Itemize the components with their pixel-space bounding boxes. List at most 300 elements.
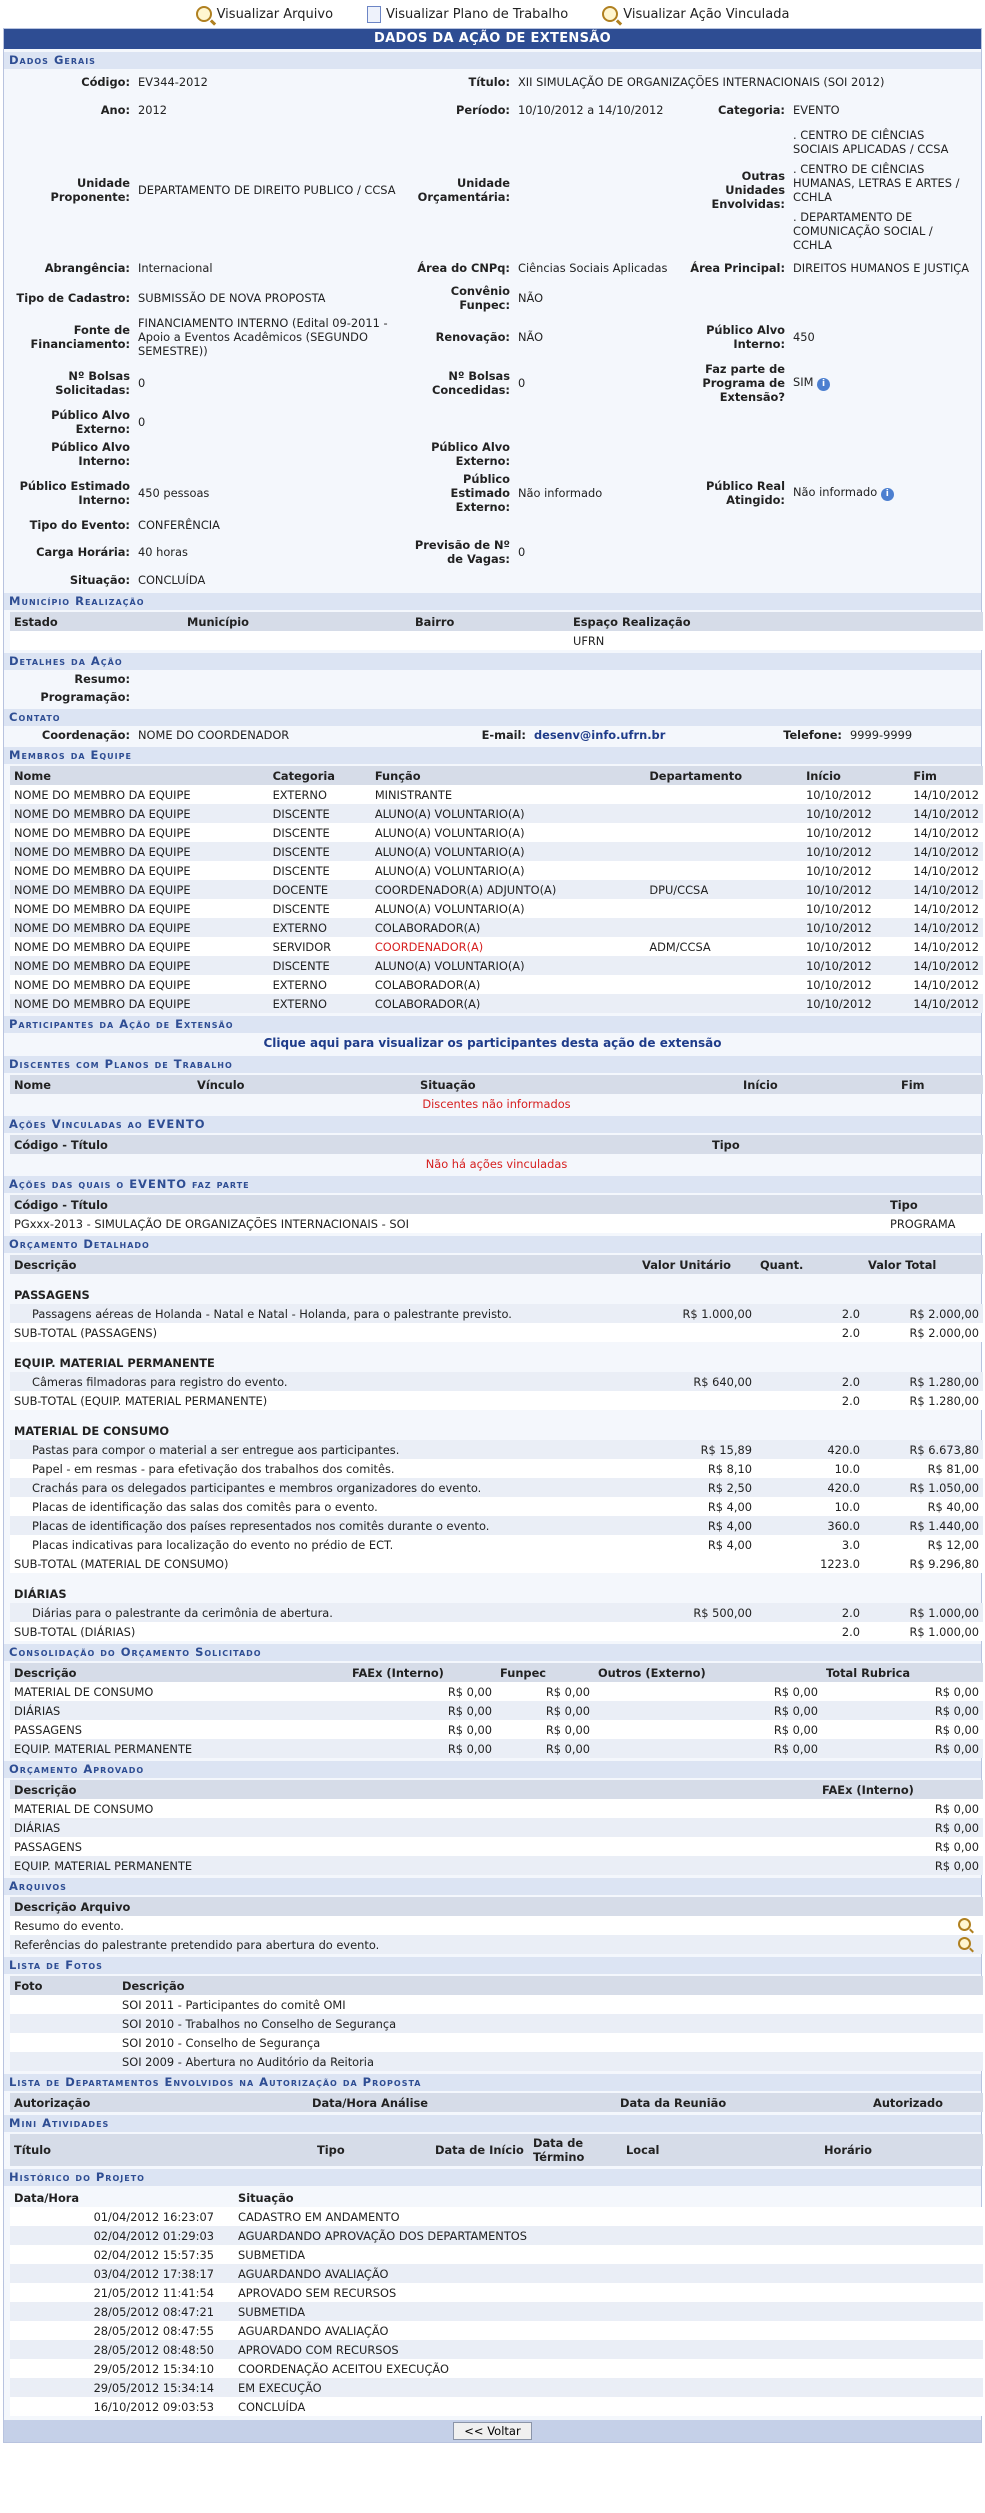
table-cell: 10.0: [756, 1497, 864, 1516]
table-row: [10, 937, 983, 956]
municipio-table: Estado Município Bairro Espaço Realização UFRN: [10, 612, 983, 650]
table-cell: Resumo do evento.: [10, 1916, 945, 1935]
table-cell: 02/04/2012 01:29:03: [10, 2226, 218, 2245]
table-cell: MATERIAL DE CONSUMO: [10, 1682, 348, 1701]
table-cell: MATERIAL DE CONSUMO: [14, 1423, 170, 1438]
label: Outras Unidades Envolvidas:: [711, 169, 785, 211]
table-cell: R$ 0,00: [818, 1818, 983, 1837]
table-cell: 1223.0: [756, 1554, 864, 1573]
orcamento-table: Descrição Valor Unitário Quant. Valor Total PASSAGENS Passagens aéreas de Holanda - Natal e Natal - Holanda, para o palestrante previsto. R$ 1.000,00 2.0 R$ 2.000,00 SUB-TOTAL (PASSAGENS) 2.0 R$ 2.000,00 EQUIP. MATERIAL PERMANENTE Câmeras filmadoras para registro do evento. R$ 640,00 2.0 R$ 1.280,00 SUB-TOTAL (EQUIP. MATERIAL PERMANENTE) 2.0 R$ 1.280,00 MATERIAL DE CONSUMO Pastas para compor o material a ser entregue aos participantes. R$ 15,89 420.0 R$ 6.673,80 Papel - em resmas - para efetivação dos trabalhos dos comitês. R$ 8,10 10.0 R$ 81,00 Crachás para os delegados participantes e membros organizadores do evento. R$ 2,50 420.0 R$ 1.050,00 Placas de identificação das salas dos comitês para o evento. R$ 4,00 10.0 R$ 40,00 Placas de identificação dos países representados nos comitês durante o evento. R$ 4,00 360.0 R$ 1.440,00 Placas indicativas para localização do evento no prédio de ECT. R$ 4,00 3.0 R$ 12,00 SUB-TOTAL (MATERIAL DE CONSUMO) 1223.0 R$ 9.296,80 DIÁRIAS Diárias para o palestrante da cerimônia de abertura. R$ 500,00 2.0 R$ 1.000,00 SUB-TOTAL (DIÁRIAS) 2.0 R$ 1.000,00: [10, 1255, 983, 1641]
label: Título:: [468, 74, 510, 89]
table-cell: 14/10/2012: [909, 880, 983, 899]
table-cell: R$ 0,00: [496, 1682, 594, 1701]
table-row: [10, 2207, 983, 2226]
table-row: [10, 2397, 983, 2416]
table-cell: 10/10/2012: [802, 994, 909, 1013]
label: Telefone:: [783, 728, 842, 742]
table-cell: [645, 804, 802, 823]
table-row: [10, 1459, 983, 1478]
table-cell: 21/05/2012 11:41:54: [10, 2283, 218, 2302]
value-ano: 2012: [138, 103, 167, 117]
info-icon[interactable]: i: [881, 488, 894, 501]
value-bolsas-concedidas: 0: [518, 376, 526, 390]
section-membros: Membros da Equipe: [4, 747, 981, 764]
magnifier-icon: [196, 6, 212, 22]
table-cell: ADM/CCSA: [645, 937, 802, 956]
table-cell: AGUARDANDO APROVAÇÃO DOS DEPARTAMENTOS: [218, 2226, 983, 2245]
table-cell: 14/10/2012: [909, 937, 983, 956]
section-acoes-pai: Ações das quais o EVENTO faz parte: [4, 1176, 981, 1193]
table-cell: R$ 0,00: [818, 1856, 983, 1875]
table-cell: R$ 1.280,00: [864, 1372, 983, 1391]
detalhes-table: [4, 670, 977, 706]
top-action-bar: [0, 0, 985, 28]
table-cell: 2.0: [756, 1391, 864, 1410]
table-cell: [645, 994, 802, 1013]
value-situacao: CONCLUÍDA: [138, 573, 206, 587]
section-municipio: Município Realização: [4, 593, 981, 610]
table-cell: 10/10/2012: [802, 956, 909, 975]
budget-group-header: [10, 1573, 983, 1603]
table-cell: CONCLUÍDA: [218, 2397, 983, 2416]
table-cell: 10/10/2012: [802, 823, 909, 842]
table-cell: R$ 0,00: [594, 1720, 822, 1739]
table-row: [10, 2302, 983, 2321]
table-row: [10, 842, 983, 861]
table-row: [10, 804, 983, 823]
value-renovacao: NÃO: [518, 330, 544, 344]
table-cell: Placas indicativas para localização do evento no prédio de ECT.: [10, 1535, 638, 1554]
table-cell: NOME DO MEMBRO DA EQUIPE: [10, 994, 269, 1013]
mini-table: Título Tipo Data de Início Data de Término Local Horário: [10, 2134, 983, 2166]
table-cell: PASSAGENS: [14, 1287, 90, 1302]
label: Área Principal:: [690, 261, 785, 275]
arquivos-table: Descrição Arquivo Resumo do evento. Referências do palestrante pretendido para abertura do evento.: [10, 1897, 983, 1954]
table-cell: R$ 0,00: [822, 1720, 983, 1739]
value-abrangencia: Internacional: [138, 261, 213, 275]
subtotal-row: [10, 1391, 983, 1410]
label: Faz parte de Programa de Extensão?: [702, 362, 785, 404]
unit-item: . CENTRO DE CIÊNCIAS SOCIAIS APLICADAS / CCSA: [793, 128, 949, 156]
label: Nº Bolsas Concedidas:: [431, 369, 510, 397]
table-cell: R$ 8,10: [638, 1459, 756, 1478]
table-cell: ALUNO(A) VOLUNTARIO(A): [371, 823, 645, 842]
subtotal-row: [10, 1554, 983, 1573]
table-cell: R$ 0,00: [348, 1682, 496, 1701]
label: Público Alvo Interno:: [706, 323, 785, 351]
table-cell: R$ 0,00: [496, 1701, 594, 1720]
table-cell: SUBMETIDA: [218, 2245, 983, 2264]
table-row: [10, 1720, 983, 1739]
table-cell: ALUNO(A) VOLUNTARIO(A): [371, 842, 645, 861]
table-cell: [645, 861, 802, 880]
table-row: UFRN: [10, 631, 983, 650]
table-cell: R$ 640,00: [638, 1372, 756, 1391]
section-arquivos: Arquivos: [4, 1878, 981, 1895]
section-orcamento: Orçamento Detalhado: [4, 1236, 981, 1253]
table-cell: 2.0: [756, 1323, 864, 1342]
table-row: [10, 2378, 983, 2397]
table-cell: R$ 0,00: [822, 1701, 983, 1720]
table-cell: MATERIAL DE CONSUMO: [10, 1799, 818, 1818]
label: Abrangência:: [44, 261, 130, 275]
table-cell: 2.0: [756, 1372, 864, 1391]
section-fotos: Lista de Fotos: [4, 1957, 981, 1974]
table-cell: APROVADO COM RECURSOS: [218, 2340, 983, 2359]
label: Programação:: [40, 690, 130, 704]
email-link[interactable]: desenv@info.ufrn.br: [534, 728, 666, 742]
table-cell: NOME DO MEMBRO DA EQUIPE: [10, 804, 269, 823]
table-cell: 10/10/2012: [802, 880, 909, 899]
value-area-principal: DIREITOS HUMANOS E JUSTIÇA: [793, 261, 970, 275]
view-workplan-link[interactable]: Visualizar Plano de Trabalho: [367, 6, 568, 23]
table-cell: SOI 2010 - Conselho de Segurança: [118, 2033, 983, 2052]
table-cell: SUB-TOTAL (EQUIP. MATERIAL PERMANENTE): [10, 1391, 756, 1410]
table-cell: R$ 0,00: [594, 1682, 822, 1701]
table-cell: SOI 2011 - Participantes do comitê OMI: [118, 1995, 983, 2014]
departamentos-table: Autorização Data/Hora Análise Data da Reunião Autorizado: [10, 2093, 983, 2112]
table-cell: 3.0: [756, 1535, 864, 1554]
label: Unidade Orçamentária:: [417, 176, 510, 204]
table-cell: R$ 2,50: [638, 1478, 756, 1497]
label: Público Alvo Interno:: [51, 440, 130, 468]
table-cell: R$ 15,89: [638, 1440, 756, 1459]
table-row: [10, 1818, 983, 1837]
document-icon: [367, 6, 381, 23]
table-cell[interactable]: [945, 1916, 983, 1935]
table-cell: [10, 1995, 118, 2014]
table-row: [10, 1372, 983, 1391]
table-cell: [10, 2033, 118, 2052]
view-linked-action-link[interactable]: Visualizar Ação Vinculada: [602, 6, 789, 22]
table-cell: R$ 0,00: [594, 1701, 822, 1720]
table-cell: NOME DO MEMBRO DA EQUIPE: [10, 823, 269, 842]
table-cell: R$ 40,00: [864, 1497, 983, 1516]
table-cell: NOME DO MEMBRO DA EQUIPE: [10, 918, 269, 937]
value-publico-externo: 0: [138, 415, 146, 429]
value-titulo: XII SIMULAÇÃO DE ORGANIZAÇÕES INTERNACIONAIS (SOI 2012): [518, 74, 885, 89]
table-cell: [10, 2052, 118, 2071]
table-cell: 420.0: [756, 1440, 864, 1459]
table-cell: [645, 785, 802, 804]
table-cell: DOCENTE: [269, 880, 371, 899]
table-cell: Diárias para o palestrante da cerimônia de abertura.: [10, 1603, 638, 1622]
table-cell: Placas de identificação das salas dos comitês para o evento.: [10, 1497, 638, 1516]
section-participantes: Participantes da Ação de Extensão: [4, 1016, 981, 1033]
table-cell: 14/10/2012: [909, 899, 983, 918]
table-cell: DIÁRIAS: [10, 1701, 348, 1720]
section-detalhes: Detalhes da Ação: [4, 653, 981, 670]
table-cell: ALUNO(A) VOLUNTARIO(A): [371, 899, 645, 918]
table-cell: R$ 0,00: [348, 1720, 496, 1739]
table-cell: 10/10/2012: [802, 861, 909, 880]
table-cell: SUB-TOTAL (DIÁRIAS): [10, 1622, 756, 1641]
value-periodo: 10/10/2012 a 14/10/2012: [518, 103, 664, 117]
table-cell: 29/05/2012 15:34:10: [10, 2359, 218, 2378]
table-row: [10, 1516, 983, 1535]
table-cell: R$ 500,00: [638, 1603, 756, 1622]
back-button[interactable]: << Voltar: [453, 2422, 531, 2440]
table-cell: [10, 2014, 118, 2033]
table-cell: DIÁRIAS: [10, 1818, 818, 1837]
label: Resumo:: [74, 672, 130, 686]
table-row: [10, 2226, 983, 2245]
historico-table: Data/Hora Situação 01/04/2012 16:23:07 CADASTRO EM ANDAMENTO 02/04/2012 01:29:03 AGUARDANDO APROVAÇÃO DOS DEPARTAMENTOS 02/04/2012 15:57:35 SUBMETIDA 03/04/2012 17:38:17 AGUARDANDO AVALIAÇÃO 21/05/2012 11:41:54 APROVADO SEM RECURSOS 28/05/2012 08:47:21 SUBMETIDA 28/05/2012 08:47:55 AGUARDANDO AVALIAÇÃO 28/05/2012 08:48:50 APROVADO COM RECURSOS 29/05/2012 15:34:10 COORDENAÇÃO ACEITOU EXECUÇÃO 29/05/2012 15:34:14 EM EXECUÇÃO 16/10/2012 09:03:53 CONCLUÍDA: [10, 2188, 983, 2416]
empty-message: Discentes não informados: [422, 1096, 571, 1111]
section-acoes-vinculadas: Ações Vinculadas ao EVENTO: [4, 1116, 981, 1133]
table-cell: SERVIDOR: [269, 937, 371, 956]
table-cell: Pastas para compor o material a ser entregue aos participantes.: [10, 1440, 638, 1459]
table-cell: 2.0: [756, 1603, 864, 1622]
table-row: [10, 1739, 983, 1758]
table-cell: 10/10/2012: [802, 804, 909, 823]
table-cell: R$ 1.000,00: [864, 1603, 983, 1622]
table-cell: NOME DO MEMBRO DA EQUIPE: [10, 975, 269, 994]
table-cell: 10/10/2012: [802, 842, 909, 861]
table-cell: Crachás para os delegados participantes e membros organizadores do evento.: [10, 1478, 638, 1497]
table-cell: APROVADO SEM RECURSOS: [218, 2283, 983, 2302]
table-row: [10, 880, 983, 899]
label: Coordenação:: [41, 728, 130, 742]
label: Ano:: [100, 103, 130, 117]
label: Público Alvo Externo:: [431, 440, 510, 468]
table-cell: R$ 2.000,00: [864, 1323, 983, 1342]
value-previsao-vagas: 0: [518, 545, 526, 559]
empty-message: Não há ações vinculadas: [425, 1156, 568, 1171]
acoes-vinculadas-table: Código - Título Tipo Não há ações vinculadas: [10, 1135, 983, 1173]
value-tipo-cadastro: SUBMISSÃO DE NOVA PROPOSTA: [138, 291, 326, 305]
table-row: [10, 1497, 983, 1516]
table-cell[interactable]: [945, 1935, 983, 1954]
value-estimado-interno: 450 pessoas: [138, 486, 210, 500]
value-telefone: 9999-9999: [850, 728, 913, 742]
table-row: [10, 2359, 983, 2378]
acoes-pai-table: Código - Título Tipo PGxxx-2013 - SIMULAÇÃO DE ORGANIZAÇÕES INTERNACIONAIS - SOI PROGRAMA: [10, 1195, 983, 1233]
table-cell: ALUNO(A) VOLUNTARIO(A): [371, 861, 645, 880]
discentes-table: Nome Vínculo Situação Início Fim Discentes não informados: [10, 1075, 983, 1113]
budget-group-header: [10, 1274, 983, 1304]
label: Renovação:: [435, 330, 510, 344]
label: Categoria:: [718, 103, 785, 117]
table-cell: NOME DO MEMBRO DA EQUIPE: [10, 956, 269, 975]
main-panel: [3, 28, 982, 2443]
table-cell: R$ 1.050,00: [864, 1478, 983, 1497]
table-cell: R$ 0,00: [348, 1701, 496, 1720]
table-cell: EXTERNO: [269, 994, 371, 1013]
table-cell: 10/10/2012: [802, 937, 909, 956]
label: Público Real Atingido:: [705, 479, 785, 507]
table-row: [10, 823, 983, 842]
label: Área do CNPq:: [417, 261, 510, 275]
table-cell: R$ 0,00: [348, 1739, 496, 1758]
budget-group-header: [10, 1410, 983, 1440]
table-cell: PASSAGENS: [10, 1837, 818, 1856]
table-cell: R$ 0,00: [822, 1739, 983, 1758]
table-cell: EQUIP. MATERIAL PERMANENTE: [14, 1355, 215, 1370]
table-cell: EXTERNO: [269, 785, 371, 804]
table-cell: PASSAGENS: [10, 1720, 348, 1739]
table-row: [10, 2052, 983, 2071]
table-cell: 03/04/2012 17:38:17: [10, 2264, 218, 2283]
info-icon[interactable]: i: [817, 378, 830, 391]
table-cell: DISCENTE: [269, 823, 371, 842]
table-cell: R$ 0,00: [822, 1682, 983, 1701]
value-estimado-externo: Não informado: [518, 486, 603, 500]
unit-item: . CENTRO DE CIÊNCIAS HUMANAS, LETRAS E ARTES / CCHLA: [793, 162, 960, 204]
table-cell: DIÁRIAS: [14, 1586, 67, 1601]
table-cell: Papel - em resmas - para efetivação dos trabalhos dos comitês.: [10, 1459, 638, 1478]
table-cell: R$ 4,00: [638, 1497, 756, 1516]
table-cell: R$ 0,00: [818, 1799, 983, 1818]
value-carga-horaria: 40 horas: [138, 545, 188, 559]
table-cell: COORDENADOR(A): [371, 937, 645, 956]
table-cell: R$ 0,00: [496, 1720, 594, 1739]
label: Convênio Funpec:: [450, 284, 510, 312]
value-codigo: EV344-2012: [138, 74, 208, 89]
aprovado-table: Descrição FAEx (Interno) MATERIAL DE CONSUMO R$ 0,00 DIÁRIAS R$ 0,00 PASSAGENS R$ 0,00 EQUIP. MATERIAL PERMANENTE R$ 0,00: [10, 1780, 983, 1875]
table-cell: 10/10/2012: [802, 899, 909, 918]
table-cell: 01/04/2012 16:23:07: [10, 2207, 218, 2226]
table-cell: 29/05/2012 15:34:14: [10, 2378, 218, 2397]
label: Previsão de Nº de Vagas:: [414, 538, 510, 566]
table-cell: EXTERNO: [269, 975, 371, 994]
section-mini: Mini Atividades: [4, 2115, 981, 2132]
budget-group-header: [10, 1342, 983, 1372]
table-cell: R$ 1.280,00: [864, 1391, 983, 1410]
table-cell: ALUNO(A) VOLUNTARIO(A): [371, 804, 645, 823]
section-consolidacao: Consolidação do Orçamento Solicitado: [4, 1644, 981, 1661]
table-cell: DISCENTE: [269, 956, 371, 975]
table-row: [10, 1799, 983, 1818]
view-file-icon[interactable]: [958, 1937, 971, 1950]
view-participants-link[interactable]: Clique aqui para visualizar os participantes desta ação de extensão: [263, 1036, 722, 1050]
table-cell: R$ 6.673,80: [864, 1440, 983, 1459]
value-cnpq: Ciências Sociais Aplicadas: [518, 261, 668, 275]
value-fonte: FINANCIAMENTO INTERNO (Edital 09-2011 - Apoio a Eventos Acadêmicos (SEGUNDO SEMESTRE)): [138, 316, 388, 358]
table-cell: 2.0: [756, 1304, 864, 1323]
value-unidade-proponente: DEPARTAMENTO DE DIREITO PUBLICO / CCSA: [138, 183, 396, 197]
table-row: [10, 1304, 983, 1323]
view-file-icon[interactable]: [958, 1918, 971, 1931]
table-row: [10, 2014, 983, 2033]
table-cell: [645, 975, 802, 994]
value-convenio: NÃO: [518, 291, 544, 305]
table-cell: DPU/CCSA: [645, 880, 802, 899]
label: Carga Horária:: [36, 545, 130, 559]
table-cell: COLABORADOR(A): [371, 975, 645, 994]
subtotal-row: [10, 1323, 983, 1342]
view-file-link[interactable]: Visualizar Arquivo: [196, 6, 333, 22]
unit-item: . DEPARTAMENTO DE COMUNICAÇÃO SOCIAL / CCHLA: [793, 210, 933, 252]
table-cell: R$ 0,00: [496, 1739, 594, 1758]
table-cell: Referências do palestrante pretendido para abertura do evento.: [10, 1935, 945, 1954]
table-cell: AGUARDANDO AVALIAÇÃO: [218, 2264, 983, 2283]
table-cell: 14/10/2012: [909, 804, 983, 823]
table-row: [10, 994, 983, 1013]
table-cell: 28/05/2012 08:47:55: [10, 2321, 218, 2340]
table-cell: [645, 823, 802, 842]
table-cell: NOME DO MEMBRO DA EQUIPE: [10, 880, 269, 899]
label: Público Estimado Interno:: [19, 479, 130, 507]
magnifier-icon: [602, 6, 618, 22]
value-categoria: EVENTO: [793, 103, 840, 117]
table-cell: R$ 12,00: [864, 1535, 983, 1554]
table-cell: Câmeras filmadoras para registro do evento.: [10, 1372, 638, 1391]
section-departamentos: Lista de Departamentos Envolvidos na Autorização da Proposta: [4, 2074, 981, 2091]
table-row: [10, 1701, 983, 1720]
table-row: [10, 975, 983, 994]
table-cell: 16/10/2012 09:03:53: [10, 2397, 218, 2416]
table-cell: SOI 2009 - Abertura no Auditório da Reitoria: [118, 2052, 983, 2071]
table-row: [10, 1603, 983, 1622]
table-row: [10, 899, 983, 918]
table-cell: 14/10/2012: [909, 823, 983, 842]
consolidacao-table: Descrição FAEx (Interno) Funpec Outros (Externo) Total Rubrica MATERIAL DE CONSUMO R$ 0,00 R$ 0,00 R$ 0,00 R$ 0,00 DIÁRIAS R$ 0,00 R$ 0,00 R$ 0,00 R$ 0,00 PASSAGENS R$ 0,00 R$ 0,00 R$ 0,00 R$ 0,00 EQUIP. MATERIAL PERMANENTE R$ 0,00 R$ 0,00 R$ 0,00 R$ 0,00: [10, 1663, 983, 1758]
table-cell: 10/10/2012: [802, 785, 909, 804]
table-cell: COORDENAÇÃO ACEITOU EXECUÇÃO: [218, 2359, 983, 2378]
label: Período:: [456, 103, 510, 117]
table-row: [10, 861, 983, 880]
table-cell: R$ 81,00: [864, 1459, 983, 1478]
label: Nº Bolsas Solicitadas:: [55, 369, 130, 397]
table-row: [10, 2264, 983, 2283]
label: E-mail:: [481, 728, 526, 742]
label: Fonte de Financiamento:: [30, 323, 130, 351]
table-row: [10, 2283, 983, 2302]
table-row: [10, 1856, 983, 1875]
table-cell: 10/10/2012: [802, 975, 909, 994]
table-cell: R$ 9.296,80: [864, 1554, 983, 1573]
table-cell: Placas de identificação dos países representados nos comitês durante o evento.: [10, 1516, 638, 1535]
label: Tipo de Cadastro:: [16, 291, 130, 305]
table-cell: 10.0: [756, 1459, 864, 1478]
table-cell: R$ 1.000,00: [864, 1622, 983, 1641]
table-cell: 02/04/2012 15:57:35: [10, 2245, 218, 2264]
table-cell: NOME DO MEMBRO DA EQUIPE: [10, 937, 269, 956]
value-tipo-evento: CONFERÊNCIA: [138, 518, 220, 532]
label: Unidade Proponente:: [50, 176, 130, 204]
table-row: [10, 2033, 983, 2052]
table-cell: EQUIP. MATERIAL PERMANENTE: [10, 1739, 348, 1758]
table-cell: 14/10/2012: [909, 842, 983, 861]
table-row: [10, 2321, 983, 2340]
table-cell: R$ 4,00: [638, 1516, 756, 1535]
table-cell: R$ 1.000,00: [638, 1304, 756, 1323]
table-cell: [645, 918, 802, 937]
table-cell: ALUNO(A) VOLUNTARIO(A): [371, 956, 645, 975]
label: Tipo do Evento:: [29, 518, 130, 532]
table-cell: NOME DO MEMBRO DA EQUIPE: [10, 842, 269, 861]
label: Situação:: [69, 573, 130, 587]
table-cell: EXTERNO: [269, 918, 371, 937]
section-historico: Histórico do Projeto: [4, 2169, 981, 2186]
label: Código:: [81, 74, 130, 89]
table-row: [10, 2340, 983, 2359]
table-row: PGxxx-2013 - SIMULAÇÃO DE ORGANIZAÇÕES INTERNACIONAIS - SOI PROGRAMA: [10, 1214, 983, 1233]
table-cell: R$ 0,00: [594, 1739, 822, 1758]
table-cell: 14/10/2012: [909, 785, 983, 804]
table-cell: NOME DO MEMBRO DA EQUIPE: [10, 899, 269, 918]
value-outras-unidades: [789, 126, 977, 254]
table-cell: SUB-TOTAL (PASSAGENS): [10, 1323, 756, 1342]
value-coordenador: NOME DO COORDENADOR: [138, 728, 290, 742]
table-cell: SUB-TOTAL (MATERIAL DE CONSUMO): [10, 1554, 756, 1573]
table-row: [10, 1916, 983, 1935]
table-cell: R$ 2.000,00: [864, 1304, 983, 1323]
table-cell: DISCENTE: [269, 842, 371, 861]
table-cell: 2.0: [756, 1622, 864, 1641]
table-cell: MINISTRANTE: [371, 785, 645, 804]
